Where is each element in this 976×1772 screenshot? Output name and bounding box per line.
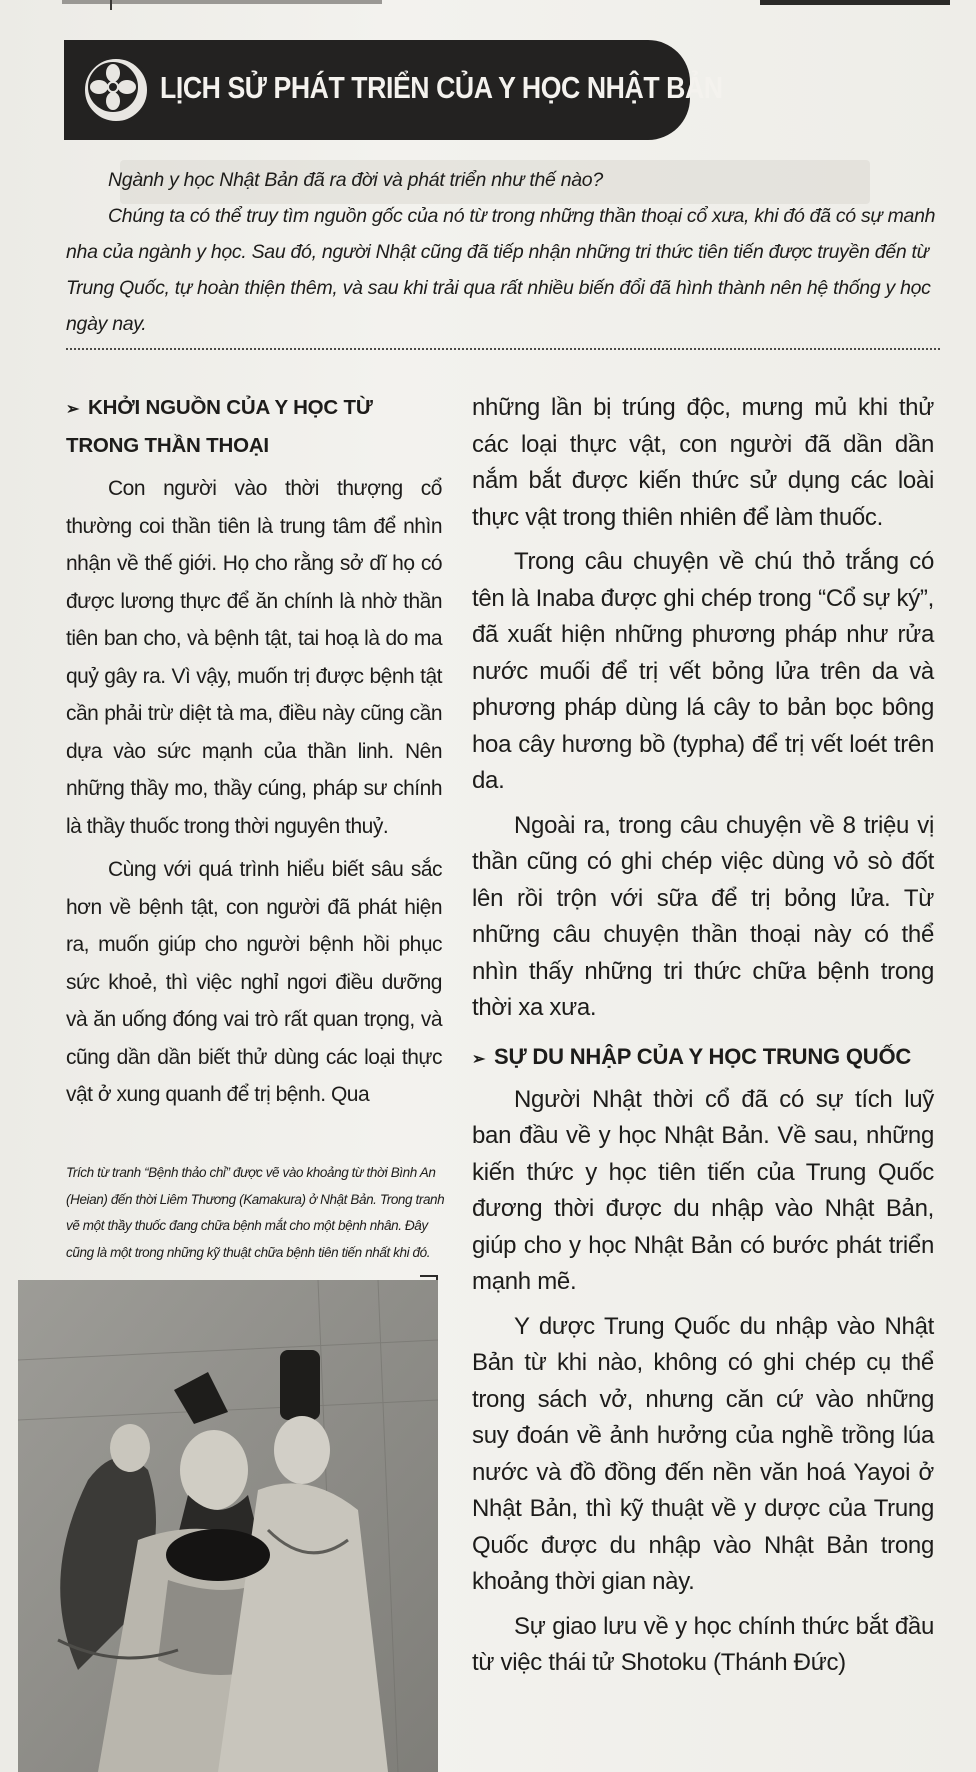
section1-paragraph-4: Ngoài ra, trong câu chuyện về 8 triệu vị thần cũng có ghi chép việc dùng vỏ sò đốt lên rồi trộn với sữa để trị bỏng lửa. Từ những câu chuyện thần thoại này có thể nhìn thấy những tri thức chữa bệnh trong thời xa xưa. xyxy=(472,811,934,1021)
intro-block xyxy=(66,162,946,342)
section2-paragraph-3: Sự giao lưu về y học chính thức bắt đầu từ việc thái tử Shotoku (Thánh Đức) xyxy=(472,1612,934,1676)
top-edge-tick xyxy=(110,0,112,10)
section1-body-continued xyxy=(472,390,934,1027)
section1-body xyxy=(66,470,442,1114)
flower-crest-icon xyxy=(82,56,150,124)
page-title: LỊCH SỬ PHÁT TRIỂN CỦA Y HỌC NHẬT BẢN xyxy=(160,70,723,105)
intro-question: Ngành y học Nhật Bản đã ra đời và phát triển như thế nào? xyxy=(108,169,603,191)
right-column xyxy=(472,390,934,1682)
section2-paragraph-1: Người Nhật thời cổ đã có sự tích luỹ ban đầu về y học Nhật Bản. Về sau, những kiến thức y học tiên tiến của Trung Quốc đương thời được du nhập vào Nhật Bản, giúp cho y học Nhật Bản có bước phát triển mạnh mẽ. xyxy=(472,1085,934,1295)
flower-crest-svg xyxy=(85,59,141,115)
section1-paragraph-1: Con người vào thời thượng cổ thường coi thần tiên là trung tâm để nhìn nhận về thế giới. Họ cho rằng sở dĩ họ có được lương thực để ăn chính là nhờ thần tiên ban cho, và bệnh tật, tai hoạ là do ma quỷ gây ra. Vì vậy, muốn trị được bệnh tật cần phải trừ diệt tà ma, điều này cũng cần dựa vào sức mạnh của thần linh. Nên những thầy mo, thầy cúng, pháp sư chính là thầy thuốc trong thời nguyên thuỷ. xyxy=(66,477,442,838)
section1-continuation: những lần bị trúng độc, mưng mủ khi thử các loại thực vật, con người đã dần dần nắm bắt được kiến thức sử dụng các loài thực vật trong thiên nhiên để làm thuốc. xyxy=(472,394,934,531)
intro-paragraph: Chúng ta có thể truy tìm nguồn gốc của nó từ trong những thần thoại cổ xưa, khi đó đã có sự manh nha của ngành y học. Sau đó, người Nhật cũng đã tiếp nhận những tri thức tiên tiến được truyền đến từ Trung Quốc, tự hoàn thiện thêm, và sau khi trải qua rất nhiều biến đổi đã hình thành nên hệ thống y học ngày nay. xyxy=(66,205,936,335)
section1-paragraph-3: Trong câu chuyện về chú thỏ trắng có tên là Inaba được ghi chép trong “Cổ sự ký”, đã xuất hiện những phương pháp như rửa nước muối để trị vết bỏng lửa trên da và phương pháp dùng lá cây to bản bọc bông hoa cây hương bồ (typha) để trị vết loét trên da. xyxy=(472,548,934,794)
left-column xyxy=(66,390,442,1114)
section2-heading-text: SỰ DU NHẬP CỦA Y HỌC TRUNG QUỐC xyxy=(494,1043,912,1069)
photo-caption: Trích từ tranh “Bệnh thảo chỉ” được vẽ vào khoảng từ thời Bình An (Heian) đến thời Liêm Thương (Kamakura) ở Nhật Bản. Trong tranh vẽ một thầy thuốc đang chữa bệnh mắt cho một bệnh nhân. Đây cũng là một trong những kỹ thuật chữa bệnh tiên tiến nhất khi đó. xyxy=(66,1165,445,1260)
illustration-photo xyxy=(18,1280,438,1772)
arrow-icon: ➢ xyxy=(472,1050,486,1068)
section1-paragraph-2: Cùng với quá trình hiểu biết sâu sắc hơn về bệnh tật, con người đã phát hiện ra, muốn giúp cho người bệnh hồi phục sức khoẻ, thì việc nghỉ ngơi điều dưỡng và ăn uống đóng vai trò rất quan trọng, và cũng dần dần biết thử dùng các loại thực vật ở xung quanh để trị bệnh. Qua xyxy=(66,858,442,1106)
section1-heading-text: KHỞI NGUỒN CỦA Y HỌC TỪ TRONG THẦN THOẠI xyxy=(66,396,373,457)
section2-body xyxy=(472,1082,934,1682)
section2-paragraph-2: Y dược Trung Quốc du nhập vào Nhật Bản từ khi nào, không có ghi chép cụ thể trong sách vở, nhưng căn cứ vào những suy đoán về ảnh hưởng của nghề trồng lúa nước và đồ đồng đến nền văn hoá Yayoi ở Nhật Bản, thì kỹ thuật về y dược của Trung Quốc được du nhập vào Nhật Bản trong khoảng thời gian này. xyxy=(472,1312,934,1595)
ink-painting-physician-icon xyxy=(18,1280,438,1772)
top-edge-strip xyxy=(0,0,976,8)
section2-heading xyxy=(472,1039,934,1078)
dotted-divider xyxy=(66,348,940,350)
top-edge-bar-right xyxy=(760,0,950,5)
arrow-icon: ➢ xyxy=(66,401,80,418)
section1-heading xyxy=(66,390,442,464)
